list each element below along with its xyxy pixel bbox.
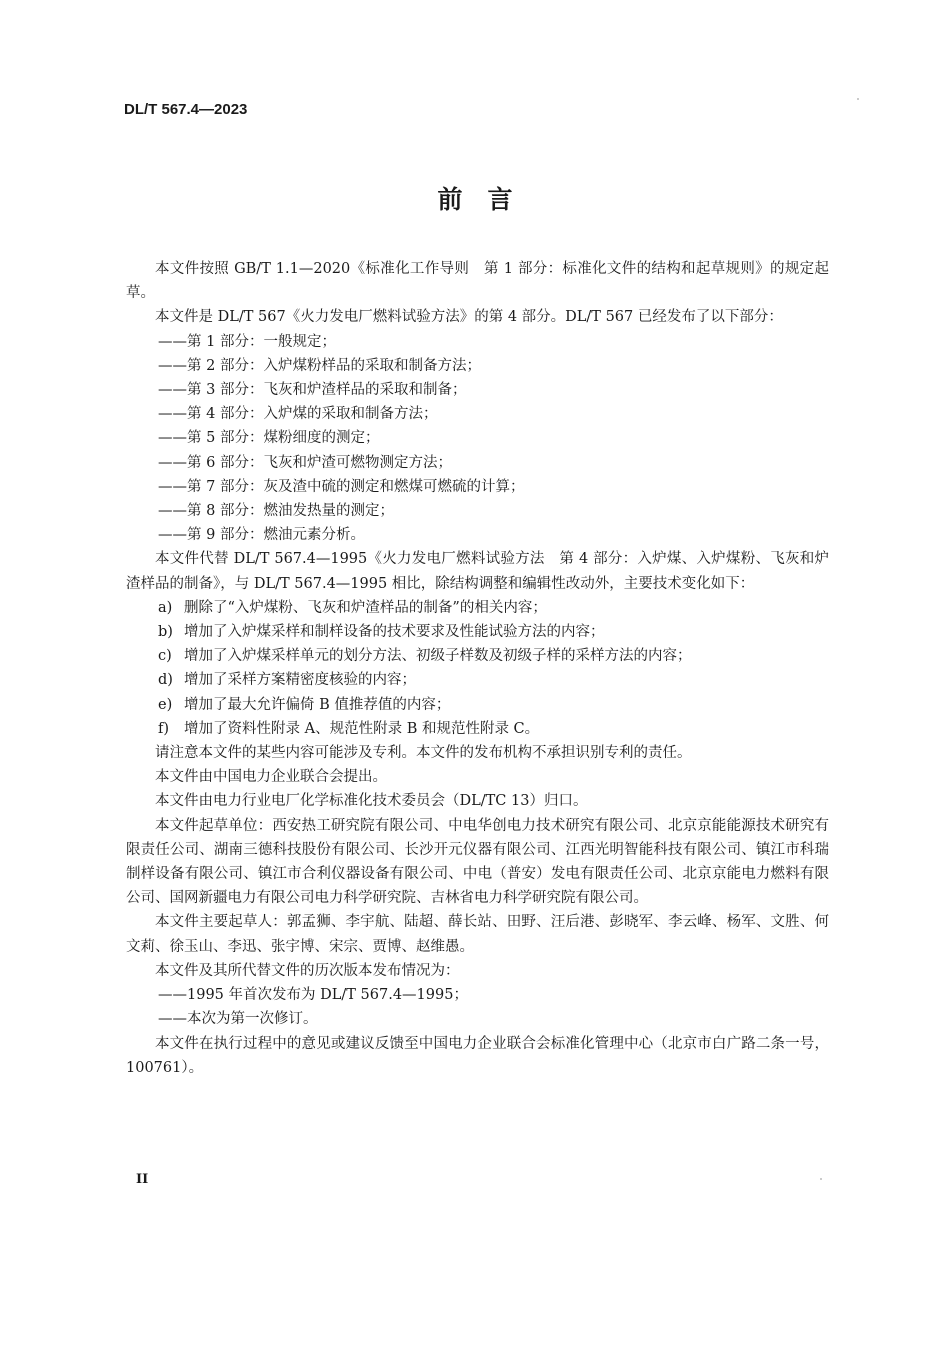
paragraph-series-intro: 本文件是 DL/T 567《火力发电厂燃料试验方法》的第 4 部分。DL/T 567 已经发布了以下部分： (155, 309, 783, 326)
paragraph-history-intro: 本文件及其所代替文件的历次版本发布情况为： (155, 962, 460, 979)
list-item: ——第 5 部分：煤粉细度的测定； (158, 430, 380, 447)
list-item: ——第 6 部分：飞灰和炉渣可燃物测定方法； (158, 454, 452, 471)
list-item (126, 668, 829, 692)
scan-speck (820, 1178, 822, 1180)
list-item-label: e) (158, 696, 173, 713)
list-item: ——1995 年首次发布为 DL/T 567.4—1995； (158, 987, 468, 1004)
foreword-body (126, 257, 829, 1080)
paragraph-committee: 本文件由电力行业电厂化学标准化技术委员会（DL/TC 13）归口。 (155, 793, 588, 810)
list-item: ——第 8 部分：燃油发热量的测定； (158, 503, 394, 520)
paragraph-proposer: 本文件由中国电力企业联合会提出。 (155, 769, 387, 786)
list-item-label: f) (158, 720, 170, 737)
parts-list (126, 330, 829, 548)
list-item (126, 693, 829, 717)
list-item: ——第 1 部分：一般规定； (158, 333, 336, 350)
list-item-label: a) (158, 599, 173, 616)
list-item (126, 620, 829, 644)
list-item-label: c) (158, 648, 172, 665)
list-item: ——第 3 部分：飞灰和炉渣样品的采取和制备； (158, 382, 467, 399)
list-item-text: 增加了最大允许偏倚 B 值推荐值的内容； (184, 696, 451, 713)
paragraph-replaces: 本文件代替 DL/T 567.4—1995《火力发电厂燃料试验方法 第 4 部分：入炉煤、入炉煤粉、飞灰和炉渣样品的制备》，与 DL/T 567.4—1995 相比，除结构调整和编辑性改动外，主要技术变化如下： (126, 551, 829, 592)
list-item: ——第 2 部分：入炉煤粉样品的采取和制备方法； (158, 357, 481, 374)
paragraph-drafting-units: 本文件起草单位：西安热工研究院有限公司、中电华创电力技术研究有限公司、北京京能能源技术研究有限责任公司、湖南三德科技股份有限公司、长沙开元仪器有限公司、江西光明智能科技有限公司、镇江市科瑞制样设备有限公司、镇江市合利仪器设备有限公司、中电（普安）发电有限责任公司、北京京能电力燃料有限公司、国网新疆电力有限公司电力科学研究院、吉林省电力科学研究院有限公司。 (126, 817, 829, 907)
list-item: ——第 9 部分：燃油元素分析。 (158, 527, 365, 544)
history-list (126, 983, 829, 1031)
list-item: ——第 7 部分：灰及渣中硫的测定和燃煤可燃硫的计算； (158, 478, 525, 495)
paragraph-patent-notice: 请注意本文件的某些内容可能涉及专利。本文件的发布机构不承担识别专利的责任。 (155, 745, 692, 762)
list-item-label: d) (158, 672, 173, 689)
paragraph-drafting-rules: 本文件按照 GB/T 1.1—2020《标准化工作导则 第 1 部分：标准化文件的结构和起草规则》的规定起草。 (126, 261, 829, 302)
paragraph-drafters: 本文件主要起草人：郭孟狮、李宇航、陆超、薛长站、田野、汪后港、彭晓军、李云峰、杨军、文胜、何文莉、徐玉山、李迅、张宇博、宋宗、贾博、赵维愚。 (126, 914, 829, 955)
list-item-text: 增加了资料性附录 A、规范性附录 B 和规范性附录 C。 (184, 720, 540, 737)
list-item: ——第 4 部分：入炉煤的采取和制备方法； (158, 406, 438, 423)
list-item-text: 增加了入炉煤采样单元的划分方法、初级子样数及初级子样的采样方法的内容； (184, 648, 692, 665)
list-item-text: 增加了入炉煤采样和制样设备的技术要求及性能试验方法的内容； (184, 624, 605, 641)
list-item-text: 删除了“入炉煤粉、飞灰和炉渣样品的制备”的相关内容； (184, 599, 547, 616)
list-item-label: b) (158, 624, 173, 641)
list-item (126, 644, 829, 668)
page-number: II (136, 1172, 149, 1187)
scan-speck (857, 98, 859, 100)
page-title: 前 言 (437, 185, 513, 214)
list-item-text: 增加了采样方案精密度核验的内容； (184, 672, 416, 689)
changes-list (126, 596, 829, 741)
list-item (126, 717, 829, 741)
paragraph-feedback: 本文件在执行过程中的意见或建议反馈至中国电力企业联合会标准化管理中心（北京市白广路二条一号，100761）。 (126, 1035, 829, 1076)
list-item (126, 596, 829, 620)
standard-code: DL/T 567.4—2023 (124, 101, 248, 118)
list-item: ——本次为第一次修订。 (158, 1011, 318, 1028)
